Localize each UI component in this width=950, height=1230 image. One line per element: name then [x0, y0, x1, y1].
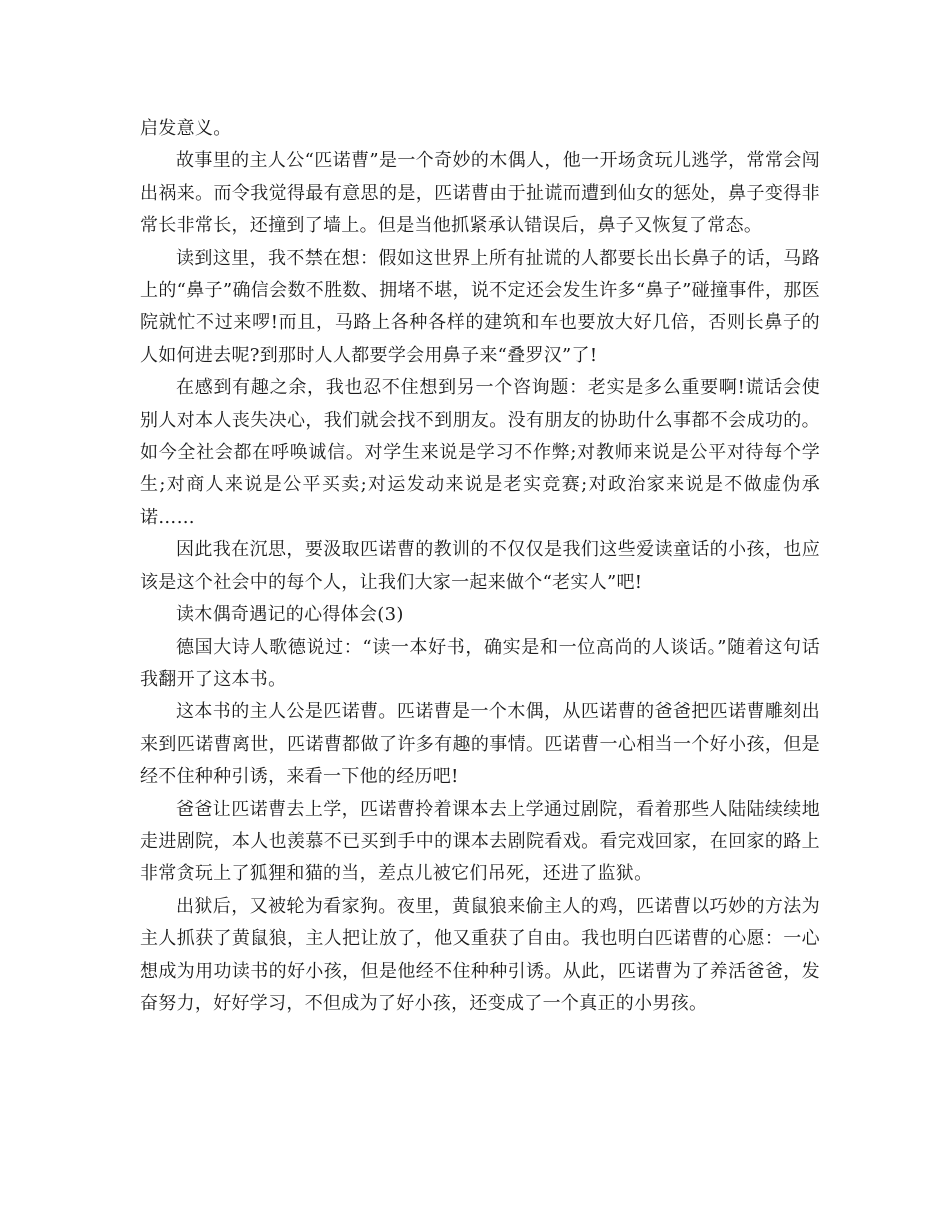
paragraph: 因此我在沉思，要汲取匹诺曹的教训的不仅仅是我们这些爱读童话的小孩，也应该是这个社会中的每个人，让我们大家一起来做个“老实人”吧! [140, 539, 820, 593]
section-heading: 读木偶奇遇记的心得体会(3) [176, 604, 404, 626]
paragraph: 爸爸让匹诺曹去上学，匹诺曹拎着课本去上学通过剧院，看着那些人陆陆续续地走进剧院，本人也羡慕不已买到手中的课本去剧院看戏。看完戏回家，在回家的路上非常贪玩上了狐狸和猫的当，差点儿被它们吊死，还进了监狱。 [140, 798, 820, 885]
paragraph: 读到这里，我不禁在想：假如这世界上所有扯谎的人都要长出长鼻子的话，马路上的“鼻子”确信会数不胜数、拥堵不堪，说不定还会发生许多“鼻子”碰撞事件，那医院就忙不过来啰!而且，马路上各种各样的建筑和车也要放大好几倍，否则长鼻子的人如何进去呢?到那时人人都要学会用鼻子来“叠罗汉”了! [140, 247, 820, 366]
body-text [140, 113, 820, 1020]
paragraph: 德国大诗人歌德说过：“读一本好书，确实是和一位高尚的人谈话。”随着这句话我翻开了这本书。 [140, 636, 820, 690]
paragraph: 出狱后，又被轮为看家狗。夜里，黄鼠狼来偷主人的鸡，匹诺曹以巧妙的方法为主人抓获了黄鼠狼，主人把让放了，他又重获了自由。我也明白匹诺曹的心愿：一心想成为用功读书的好小孩，但是他经不住种种引诱。从此，匹诺曹为了养活爸爸，发奋努力，好好学习，不但成为了好小孩，还变成了一个真正的小男孩。 [140, 895, 820, 1014]
paragraph: 故事里的主人公“匹诺曹”是一个奇妙的木偶人，他一开场贪玩儿逃学，常常会闯出祸来。而令我觉得最有意思的是，匹诺曹由于扯谎而遭到仙女的惩处，鼻子变得非常长非常长，还撞到了墙上。但是当他抓紧承认错误后，鼻子又恢复了常态。 [140, 150, 820, 237]
paragraph-continuation: 启发意义。 [140, 118, 232, 139]
paragraph: 在感到有趣之余，我也忍不住想到另一个咨询题：老实是多么重要啊!谎话会使别人对本人丧失决心，我们就会找不到朋友。没有朋友的协助什么事都不会成功的。如今全社会都在呼唤诚信。对学生来说是学习不作弊;对教师来说是公平对待每个学生;对商人来说是公平买卖;对运发动来说是老实竞赛;对政治家来说是不做虚伪承诺…… [140, 377, 820, 528]
paragraph: 这本书的主人公是匹诺曹。匹诺曹是一个木偶，从匹诺曹的爸爸把匹诺曹雕刻出来到匹诺曹离世，匹诺曹都做了许多有趣的事情。匹诺曹一心相当一个好小孩，但是经不住种种引诱，来看一下他的经历吧! [140, 701, 820, 788]
